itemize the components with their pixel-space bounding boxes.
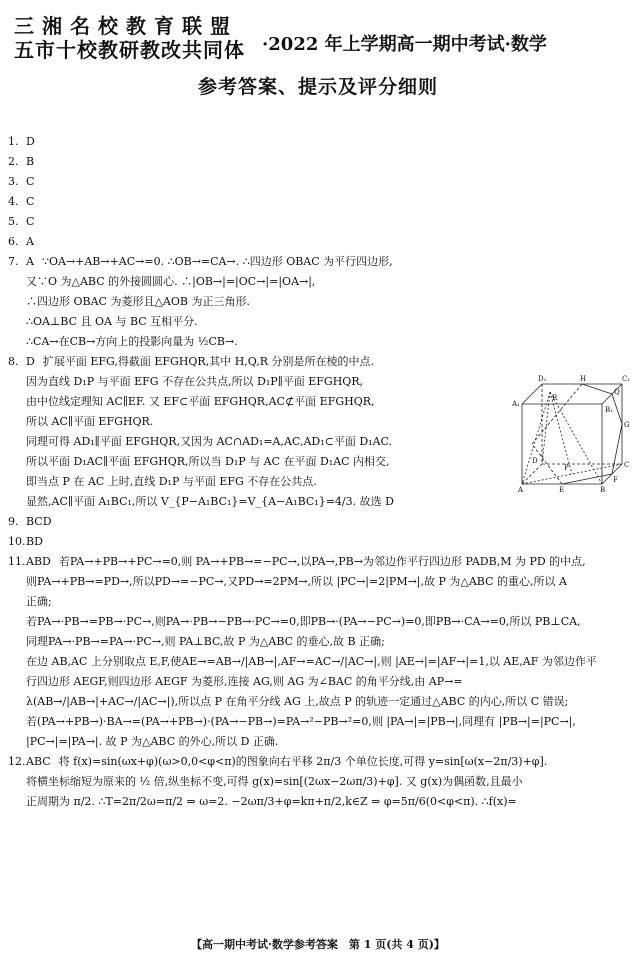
answer-choice: D [26, 355, 35, 368]
answer-item [8, 192, 630, 212]
explanation-line: 所以平面 D₁AC∥平面 EFGHQR,所以当 D₁P 与 AC 在平面 D₁AC 内相交, [26, 455, 390, 468]
figure-label: B₁ [605, 406, 613, 414]
question-number: 4. [8, 195, 19, 208]
explanation-line: 又∵O 为△ABC 的外接圆圆心. ∴|OB→|=|OC→|=|OA→|, [26, 275, 316, 288]
explanation-line: 扩展平面 EFG,得截面 EFGHQR,其中 H,Q,R 分别是所在棱的中点. [42, 355, 375, 368]
answer-item [8, 152, 630, 172]
question-number: 8. [8, 355, 19, 368]
answer-choice: BCD [26, 515, 52, 528]
explanation-line: 将横坐标缩短为原来的 ½ 倍,纵坐标不变,可得 g(x)=sin[(2ωx−2ωπ/3)+φ]. 又 g(x)为偶函数,且最小 [26, 775, 523, 788]
explanation-line: 正周期为 π/2. ∴T=2π/2ω=π/2 ⇒ ω=2. −2ωπ/3+φ=kπ+π/2,k∈Z ⇒ φ=5π/6(0<φ<π). ∴f(x)= [26, 795, 517, 808]
answer-item [8, 212, 630, 232]
explanation-line: |PC→|=|PA→|. 故 P 为△ABC 的外心,所以 D 正确. [26, 735, 279, 748]
question-number: 2. [8, 155, 19, 168]
answer-item [8, 552, 630, 572]
question-number: 9. [8, 515, 19, 528]
document-subtitle: 参考答案、提示及评分细则 [197, 76, 438, 98]
explanation-line: ∵OA→+AB→+AC→=0. ∴OB→=CA→. ∴四边形 OBAC 为平行四边形, [41, 255, 393, 268]
figure-label: D [532, 457, 538, 465]
question-number: 1. [8, 135, 19, 148]
answer-item [8, 232, 630, 252]
explanation-line: ∴CA→在CB→方向上的投影向量为 ½CB→. [26, 335, 238, 348]
explanation-line: 因为直线 D₁P 与平面 EFG 不存在公共点,所以 D₁P∥平面 EFGHQR, [26, 375, 364, 388]
question-number: 10. [8, 535, 26, 548]
figure-label: H [580, 375, 587, 383]
explanation-line: 显然,AC∥平面 A₁BC₁,所以 V_{P−A₁BC₁}=V_{A−A₁BC₁}=4/3. 故选 D [26, 495, 394, 508]
question-number: 3. [8, 175, 19, 188]
explanation-line: 即当点 P 在 AC 上时,直线 D₁P 与平面 EFG 不存在公共点. [26, 475, 317, 488]
answer-item [8, 532, 630, 552]
org-name-line-1: 三湘名校教育联盟 [14, 14, 238, 38]
answer-item [8, 132, 630, 152]
answer-item [8, 512, 630, 532]
figure-label: Q [614, 388, 620, 396]
explanation-line: 行四边形 AEGF,则四边形 AEGF 为菱形,连接 AG,则 AG 为∠BAC 的角平分线,由 AP→= [26, 675, 463, 688]
explanation-line: 由中位线定理知 AC∥EF. 又 EF⊂平面 EFGHQR,AC⊄平面 EFGHQR, [26, 395, 375, 408]
question-number: 7. [8, 255, 19, 268]
explanation-line: λ(AB→/|AB→|+AC→/|AC→|),所以点 P 在角平分线 AG 上,故点 P 的轨迹一定通过△ABC 的内心,所以 C 错误; [26, 695, 569, 708]
answer-choice: B [26, 155, 35, 168]
page-header [0, 0, 636, 100]
answer-item [8, 172, 630, 192]
figure-label: F [613, 476, 618, 484]
explanation-line: 正确; [26, 595, 52, 608]
explanation-line: ∴四边形 OBAC 为菱形且△AOB 为正三角形. [26, 295, 250, 308]
explanation-line: 所以 AC∥平面 EFGHQR. [26, 415, 154, 428]
figure-label: A₁ [512, 400, 520, 408]
question-number: 6. [8, 235, 19, 248]
page-footer: 【高一期中考试·数学参考答案 第 1 页(共 4 页)】 [191, 938, 445, 951]
figure-label: P [564, 464, 569, 472]
answer-choice: A [26, 235, 34, 248]
answer-choice: ABC [26, 755, 51, 768]
exam-title: ·2022 年上学期高一期中考试·数学 [262, 34, 547, 55]
figure-label: A [518, 486, 524, 492]
figure-label: G [624, 421, 630, 429]
org-name-line-2: 五市十校教研教改共同体 [14, 38, 245, 62]
answer-choice: C [26, 175, 35, 188]
explanation-line: 若PA→·PB→=PB→·PC→,则PA→·PB→−PB→·PC→=0,即PB→·(PA→−PC→)=0,即PB→·CA→=0,所以 PB⊥CA, [26, 615, 581, 628]
explanation-line: 同理PA→·PB→=PA→·PC→,则 PA⊥BC,故 P 为△ABC 的垂心,故 B 正确; [26, 635, 385, 648]
explanation-line: ∴OA⊥BC 且 OA 与 BC 互相平分. [26, 315, 198, 328]
figure-label: R [552, 394, 558, 402]
answer-item [8, 252, 630, 272]
question-number: 11. [8, 555, 26, 568]
question-number: 12. [8, 755, 26, 768]
answer-choice: C [26, 195, 35, 208]
answer-choice: D [26, 135, 35, 148]
figure-label: C [624, 461, 630, 469]
explanation-line: 在边 AB,AC 上分别取点 E,F,使AE→=AB→/|AB→|,AF→=AC→/|AC→|,则 |AE→|=|AF→|=1,以 AE,AF 为邻边作平 [26, 655, 597, 668]
answer-item [8, 352, 630, 372]
cube-figure [510, 372, 630, 492]
answer-choice: BD [26, 535, 43, 548]
explanation-line: 若(PA→+PB→)·BA→=(PA→+PB→)·(PA→−PB→)=PA→²−PB→²=0,则 |PA→|=|PB→|,同理有 |PB→|=|PC→|, [26, 715, 576, 728]
figure-label: E [559, 486, 565, 492]
explanation-line: 则PA→+PB→=PD→,所以PD→=−PC→,又PD→=2PM→,所以 |PC→|=2|PM→|,故 P 为△ABC 的重心,所以 A [26, 575, 567, 588]
explanation-line: 若PA→+PB→+PC→=0,则 PA→+PB→=−PC→,以PA→,PB→为邻边作平行四边形 PADB,M 为 PD 的中点, [58, 555, 586, 568]
answer-choice: A [26, 255, 34, 268]
explanation-line: 同理可得 AD₁∥平面 EFGHQR,又因为 AC∩AD₁=A,AC,AD₁⊂平面 D₁AC. [26, 435, 393, 448]
answer-item [8, 752, 630, 772]
figure-label: D₁ [538, 375, 547, 383]
answer-choice: ABD [26, 555, 51, 568]
question-number: 5. [8, 215, 19, 228]
explanation-line: 将 f(x)=sin(ωx+φ)(ω>0,0<φ<π)的图象向右平移 2π/3 个单位长度,可得 y=sin[ω(x−2π/3)+φ]. [58, 755, 548, 768]
figure-label: C₁ [622, 375, 630, 383]
answer-choice: C [26, 215, 35, 228]
figure-label: B [600, 486, 606, 492]
